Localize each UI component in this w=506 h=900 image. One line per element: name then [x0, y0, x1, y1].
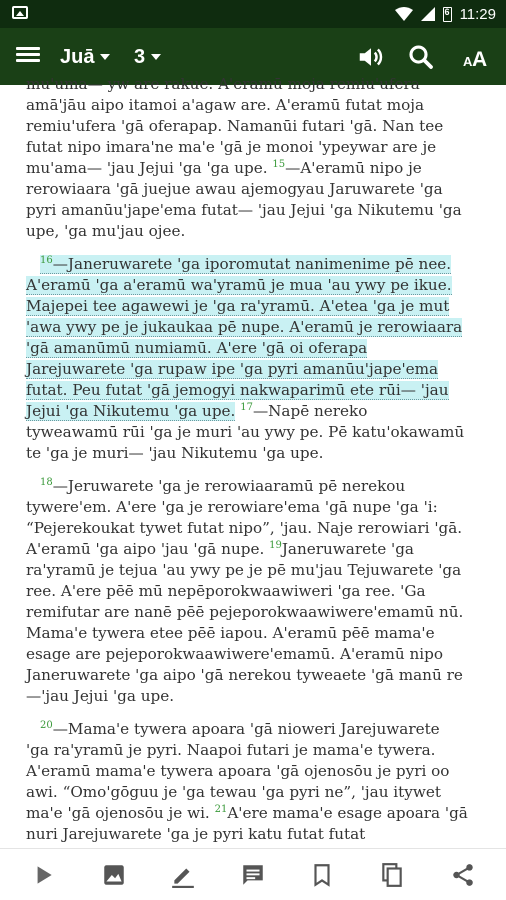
search-icon[interactable]: [406, 42, 436, 72]
verse-number[interactable]: 17: [240, 401, 253, 413]
verse-number[interactable]: 15: [272, 158, 286, 170]
text-line: tyweawamū rūi 'ga je muri 'au ywy pe. Pē katu'okawamū: [26, 423, 465, 441]
text-size-icon[interactable]: [462, 42, 492, 72]
text-line: remiu'ufera 'gā oferapap. Namanūi futari 'gā. Nan tee: [26, 117, 444, 135]
text-line: Jarejuwarete 'ga rupaw ipe 'ga pyri amanūu'jape'ema: [26, 360, 439, 378]
verse-number[interactable]: 21: [214, 803, 228, 815]
chapter-number: 3: [134, 45, 146, 68]
chapter-text: [26, 74, 482, 845]
text-line: upe, 'ga mu'jau ojee.: [26, 222, 186, 240]
book-name: Juā: [60, 45, 95, 68]
svg-text:A: A: [463, 54, 473, 69]
text-line: —'jau Jejui 'ga upe.: [26, 687, 175, 705]
text-line: futat. Peu futat 'gā jemogyi nakwaparimū ete rūi— 'jau: [26, 381, 449, 399]
battery-icon: 6: [443, 7, 452, 22]
text-line: amā'jāu aipo itamoi a'agaw are. A'eramū futat moja: [26, 96, 425, 114]
menu-icon[interactable]: [16, 44, 40, 68]
text-line: ra'yramū je tejua 'au ywy pe je pē mu'jau Tejuwarete 'ga: [26, 561, 462, 579]
highlighted-verse-16[interactable]: [26, 254, 482, 422]
text-line: Janeruwarete 'ga aipo 'gā nerekou tyweaete 'gā manū re: [26, 666, 463, 684]
text-line: “Pejerekoukat tywet futat nipo”, 'jau. Naje rerowiari 'gā.: [26, 519, 463, 537]
text-line: 'gā amanūmū numiamū. A'ere 'gā oi oferapa: [26, 339, 368, 357]
text-line: Jejui 'ga Nikutemu 'ga upe. $^{17}$—Napē nereko: [26, 401, 368, 420]
book-selector[interactable]: [60, 42, 110, 72]
bottom-toolbar: [0, 848, 506, 900]
pencil-icon[interactable]: [170, 862, 196, 888]
text-line: futat nipo imara'ne ma'e 'gā je monoi 'ypeywar are je: [26, 138, 437, 156]
text-line: tywere'em. A'ere 'ga je rerowiare'ema 'gā nupe 'ga 'i:: [26, 498, 438, 516]
audio-icon[interactable]: [356, 42, 386, 72]
svg-text:A: A: [472, 48, 488, 71]
signal-icon: [421, 7, 435, 21]
verse-number[interactable]: 18: [40, 476, 53, 488]
verse-number[interactable]: 20: [40, 719, 53, 731]
bookmark-icon[interactable]: [309, 862, 335, 888]
text-line: A'eramū 'ga a'eramū wa'yramū je mua 'au ywy pe ikue.: [26, 276, 452, 294]
chevron-down-icon: [151, 54, 161, 60]
chapter-selector[interactable]: [134, 42, 161, 72]
image-icon[interactable]: [101, 862, 127, 888]
copy-icon[interactable]: [379, 862, 405, 888]
comment-icon[interactable]: [240, 862, 266, 888]
text-line: A'eramū mama'e tywera apoara 'gā ojenosōu je pyri oo: [26, 762, 450, 780]
text-line: Majepei tee agawewi je 'ga ra'yramū. A'etea 'ga je mut: [26, 297, 450, 315]
text-line: $^{18}$—Jeruwarete 'ga je rerowiaaramū pē nerekou: [40, 476, 406, 495]
text-line: $^{20}$—Mama'e tywera apoara 'gā nioweri Jarejuwarete: [40, 719, 440, 738]
text-line: pyri amanūu'jape'ema futat— 'jau Jejui 'ga Nikutemu 'ga: [26, 201, 462, 219]
image-notification-icon: [12, 6, 28, 19]
text-line: ree. A'ere pēē mū nepēporokwaawiweri 'ga ree. 'Ga: [26, 582, 426, 600]
share-icon[interactable]: [450, 862, 476, 888]
verse-number[interactable]: 16: [40, 254, 53, 266]
scripture-content[interactable]: [0, 75, 506, 848]
text-line: esage are pejeporokwaawiwere'emamū. A'eramū nipo: [26, 645, 444, 663]
clock: 11:29: [459, 5, 496, 23]
status-icons: [395, 0, 496, 28]
play-icon[interactable]: [30, 862, 56, 888]
text-line: mu'uma— yw are rakue. A'eramū moja remiu'ufera: [26, 75, 420, 93]
text-line: A'eramū 'ga aipo 'jau 'gā nupe. $^{19}$Janeruwarete 'ga: [26, 539, 414, 558]
text-line: ma'e 'gā ojenosōu je wi. $^{21}$A'ere mama'e esage apoara 'gā: [26, 803, 468, 822]
text-line: rerowiaara 'gā juejue awau ajemogyau Jaruwarete 'ga: [26, 180, 443, 198]
chevron-down-icon: [100, 54, 110, 60]
verse-number[interactable]: 19: [269, 539, 282, 551]
text-line: $^{16}$—Janeruwarete 'ga iporomutat nanimenime pē nee.: [40, 254, 452, 273]
wifi-icon: [395, 7, 413, 21]
text-line: 'ga ra'yramū je pyri. Naapoi futari je mama'e tywera.: [26, 741, 436, 759]
text-line: mu'ama— 'jau Jejui 'ga 'ga upe. $^{15}$—A'eramū nipo je: [26, 158, 422, 177]
status-bar: [0, 0, 506, 28]
text-line: awi. “Omo'gōguu je 'ga tewau 'ga pyri ne”, 'jau itywet: [26, 783, 441, 801]
text-line: 'awa ywy pe je jukaukaa pē nupe. A'eramū je rerowiaara: [26, 318, 463, 336]
text-line: Mama'e tywera etee pēē iapou. A'eramū pēē mama'e: [26, 624, 435, 642]
text-line: te 'ga je muri— 'jau Nikutemu 'ga upe.: [26, 444, 324, 462]
text-line: remifutar are nanē pēē pejeporokwaawiwere'emamū nū.: [26, 603, 464, 621]
text-line: nuri Jarejuwarete 'ga je pyri katu futat futat: [26, 825, 366, 843]
